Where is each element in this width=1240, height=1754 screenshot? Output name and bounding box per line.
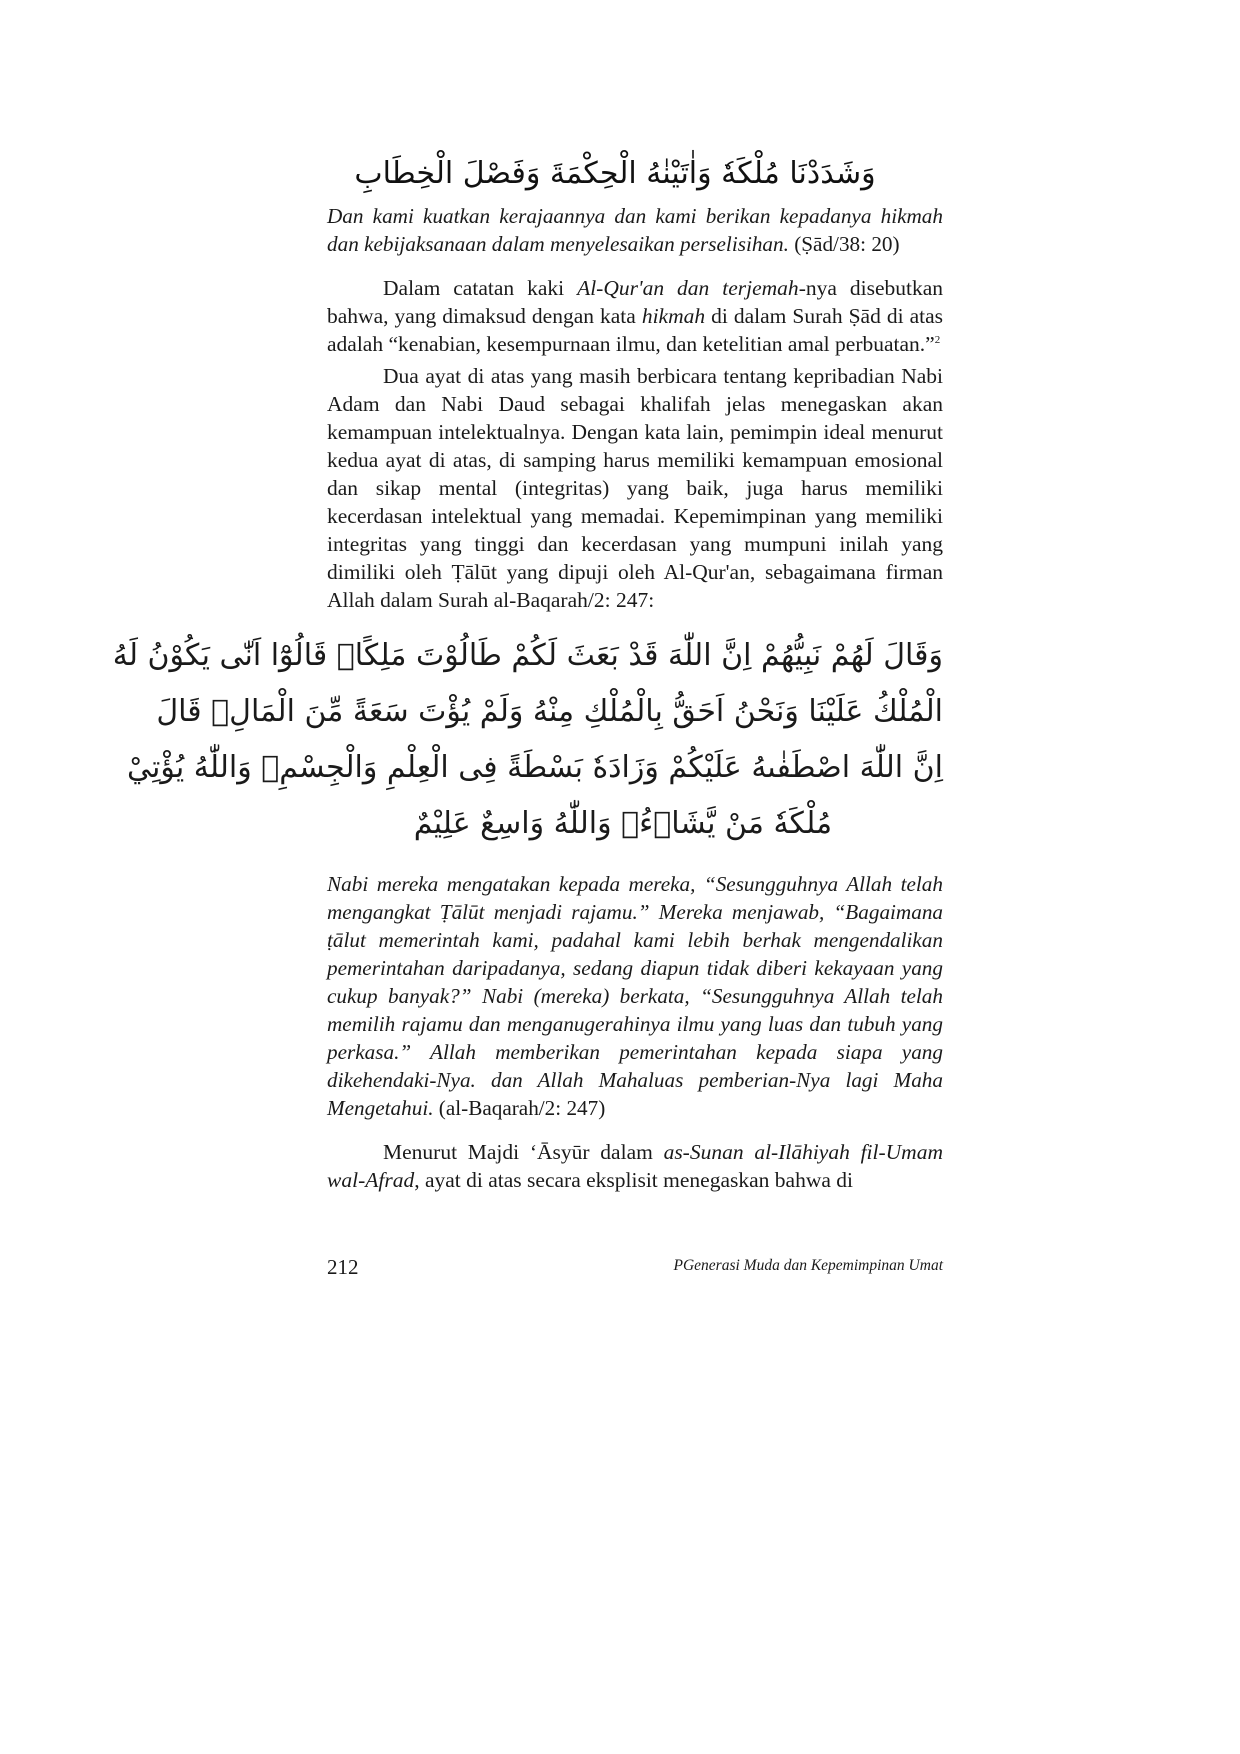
verse-baqarah-arabic xyxy=(112,628,943,852)
p1-term-hikmah: hikmah xyxy=(641,304,706,328)
running-title: PGenerasi Muda dan Kepemimpinan Umat xyxy=(673,1257,943,1274)
paragraph-footnote-hikmah xyxy=(327,274,943,358)
paragraph-leadership: Dua ayat di atas yang masih berbicara tentang kepribadian Nabi Adam dan Nabi Daud sebagai khalifah jelas menegaskan akan kemampuan intelektualnya. Dengan kata lain, pemimpin ideal menurut kedua ayat di atas, di samping harus memiliki kemampuan emosional dan sikap mental (integritas) yang baik, juga harus memiliki kecerdasan intelektual yang memadai. Kepemimpinan yang memiliki integritas yang tinggi dan kecerdasan yang mumpuni inilah yang dimiliki oleh Ṭālūt yang dipuji oleh Al-Qur'an, sebagaimana firman Allah dalam Surah al-Baqarah/2: 247: xyxy=(327,364,943,612)
verse-baqarah-reference: (al-Baqarah/2: 247) xyxy=(438,1096,606,1120)
p1-text-a: Dalam catatan kaki xyxy=(383,276,578,300)
p3-book-title: as-Sunan al-Ilāhiyah fil-Umam wal-Afrad xyxy=(327,1140,943,1192)
p3-text-a: Menurut Majdi ‘Āsyūr dalam xyxy=(383,1140,664,1164)
verse-sad-translation-text: Dan kami kuatkan kerajaannya dan kami berikan kepadanya hikmah dan kebijaksanaan dalam menyelesaikan perselisihan. xyxy=(327,204,943,256)
verse-baqarah-arabic-line: مُلْكَهٗ مَنْ يَّشَاۤءُۗ وَاللّٰهُ وَاسِعٌ عَلِيْمٌ xyxy=(413,806,833,841)
verse-baqarah-arabic-line: الْمُلْكُ عَلَيْنَا وَنَحْنُ اَحَقُّ بِالْمُلْكِ مِنْهُ وَلَمْ يُؤْتَ سَعَةً مِّنَ الْمَالِۗ قَالَ xyxy=(156,694,943,729)
verse-baqarah-arabic-line: وَقَالَ لَهُمْ نَبِيُّهُمْ اِنَّ اللّٰهَ قَدْ بَعَثَ لَكُمْ طَالُوْتَ مَلِكًاۗ قَالُوْٓا اَنّٰى يَكُوْنُ لَهُ xyxy=(112,638,943,673)
page-content xyxy=(112,140,943,1194)
verse-baqarah-translation xyxy=(327,870,943,1122)
p1-book-title: Al-Qur'an dan terjemah xyxy=(577,276,799,300)
verse-sad-translation xyxy=(327,202,943,258)
verse-baqarah-translation-text: Nabi mereka mengatakan kepada mereka, “Sesungguhnya Allah telah mengangkat Ṭālūt menjadi rajamu.” Mereka menjawab, “Bagaimana ṭālut memerintah kami, padahal kami lebih berhak mengendalikan pemerintahan daripadanya, sedang diapun tidak diberi kekayaan yang cukup banyak?” Nabi (mereka) berkata, “Sesungguhnya Allah telah memilih rajamu dan menganugerahinya ilmu yang luas dan tubuh yang perkasa.” Allah memberikan pemerintahan kepada siapa yang dikehendaki-Nya. dan Allah Mahaluas pemberian-Nya lagi Maha Mengetahui. xyxy=(327,872,943,1120)
p1-text-b: -nya disebutkan bahwa, yang dimaksud dengan kata xyxy=(327,276,943,328)
p1-text-c: di dalam Surah Ṣād di atas adalah “kenabian, kesempurnaan ilmu, dan ketelitian amal perbuatan.” xyxy=(327,304,943,356)
verse-baqarah-arabic-line: اِنَّ اللّٰهَ اصْطَفٰىهُ عَلَيْكُمْ وَزَادَهٗ بَسْطَةً فِى الْعِلْمِ وَالْجِسْمِۗ وَاللّٰهُ يُؤْتِيْ xyxy=(127,750,943,785)
p3-text-b: , ayat di atas secara eksplisit menegaskan bahwa di xyxy=(414,1168,854,1192)
page-footer xyxy=(327,1255,943,1285)
verse-sad-reference: (Ṣād/38: 20) xyxy=(794,232,900,256)
footnote-marker[interactable]: 2 xyxy=(934,333,941,346)
verse-sad-arabic: وَشَدَدْنَا مُلْكَهٗ وَاٰتَيْنٰهُ الْحِكْمَةَ وَفَصْلَ الْخِطَابِ xyxy=(354,156,876,191)
page-number: 212 xyxy=(327,1255,359,1279)
paragraph-majdi-asyur xyxy=(327,1138,943,1194)
